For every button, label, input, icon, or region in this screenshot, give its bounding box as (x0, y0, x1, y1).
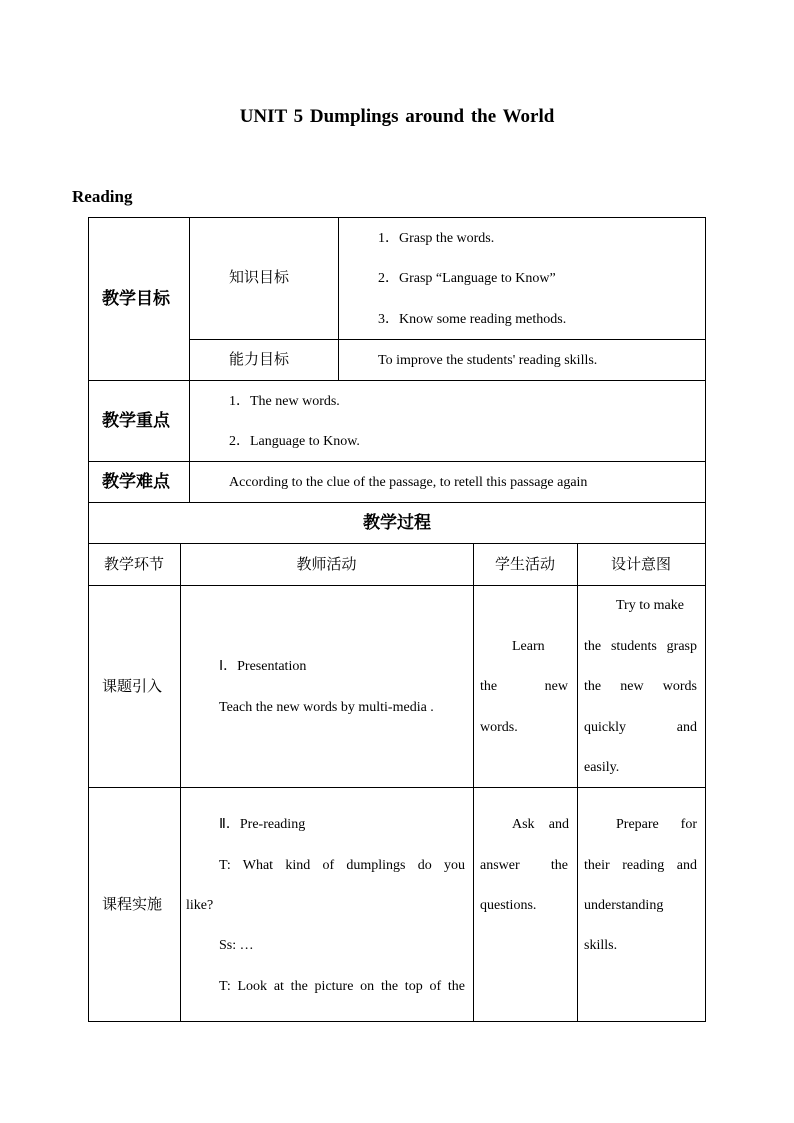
difficulties-text: According to the clue of the passage, to retell this passage again (229, 475, 588, 490)
knowledge-objective-label: 知识目标 (229, 268, 290, 286)
purpose-line: Prepare for (616, 817, 697, 832)
stage-cell: 课程实施 (102, 895, 163, 913)
purpose-line: their reading and (584, 858, 697, 873)
teacher-activity-line: T: What kind of dumplings do you (219, 858, 465, 873)
table-border (88, 217, 89, 1022)
purpose-line: skills. (584, 938, 618, 953)
table-border (180, 543, 181, 1022)
table-border (705, 217, 706, 1022)
student-activity-line: Ask and (512, 817, 569, 832)
teacher-activity-line: Teach the new words by multi-media . (219, 700, 434, 715)
table-border (88, 461, 706, 462)
difficulties-label: 教学难点 (102, 472, 170, 492)
table-border (473, 543, 474, 1022)
stage-cell: 课题引入 (102, 677, 163, 695)
teacher-activity-line: like? (186, 898, 214, 913)
objectives-label: 教学目标 (102, 289, 170, 309)
process-title: 教学过程 (363, 513, 431, 533)
ability-objective-text: To improve the students' reading skills. (378, 353, 598, 368)
column-header-student: 学生活动 (494, 555, 555, 573)
table-border (189, 339, 706, 340)
purpose-line: easily. (584, 760, 620, 775)
key-point-item: 1．The new words. (229, 394, 340, 409)
knowledge-item: 2．Grasp “Language to Know” (378, 271, 556, 286)
key-point-item: 2．Language to Know. (229, 434, 360, 449)
student-activity-line: the new (480, 679, 568, 694)
key-points-label: 教学重点 (102, 411, 170, 431)
page-title: UNIT 5 Dumplings around the World (239, 106, 555, 127)
column-header-teacher: 教师活动 (296, 555, 357, 573)
teacher-activity-line: Ⅱ．Pre-reading (219, 817, 306, 832)
column-header-purpose: 设计意图 (610, 555, 671, 573)
table-border (88, 502, 706, 503)
table-border (338, 217, 339, 381)
student-activity-line: Learn (512, 639, 545, 654)
table-border (88, 380, 706, 381)
student-activity-line: answer the (480, 858, 568, 873)
table-border (189, 217, 190, 503)
table-border (577, 543, 578, 1022)
purpose-line: quickly and (584, 720, 697, 735)
purpose-line: the new words (584, 679, 697, 694)
teacher-activity-line: T: Look at the picture on the top of the (219, 979, 465, 994)
teacher-activity-line: Ⅰ．Presentation (219, 659, 307, 674)
ability-objective-label: 能力目标 (229, 350, 290, 368)
student-activity-line: questions. (480, 898, 537, 913)
teacher-activity-line: Ss: … (219, 938, 254, 953)
section-heading: Reading (72, 187, 133, 206)
purpose-line: Try to make (616, 598, 684, 613)
column-header-stage: 教学环节 (103, 555, 164, 573)
purpose-line: the students grasp (584, 639, 697, 654)
student-activity-line: words. (480, 720, 518, 735)
knowledge-item: 3．Know some reading methods. (378, 312, 567, 327)
purpose-line: understanding (584, 898, 664, 913)
table-border (88, 217, 706, 218)
knowledge-item: 1．Grasp the words. (378, 231, 495, 246)
